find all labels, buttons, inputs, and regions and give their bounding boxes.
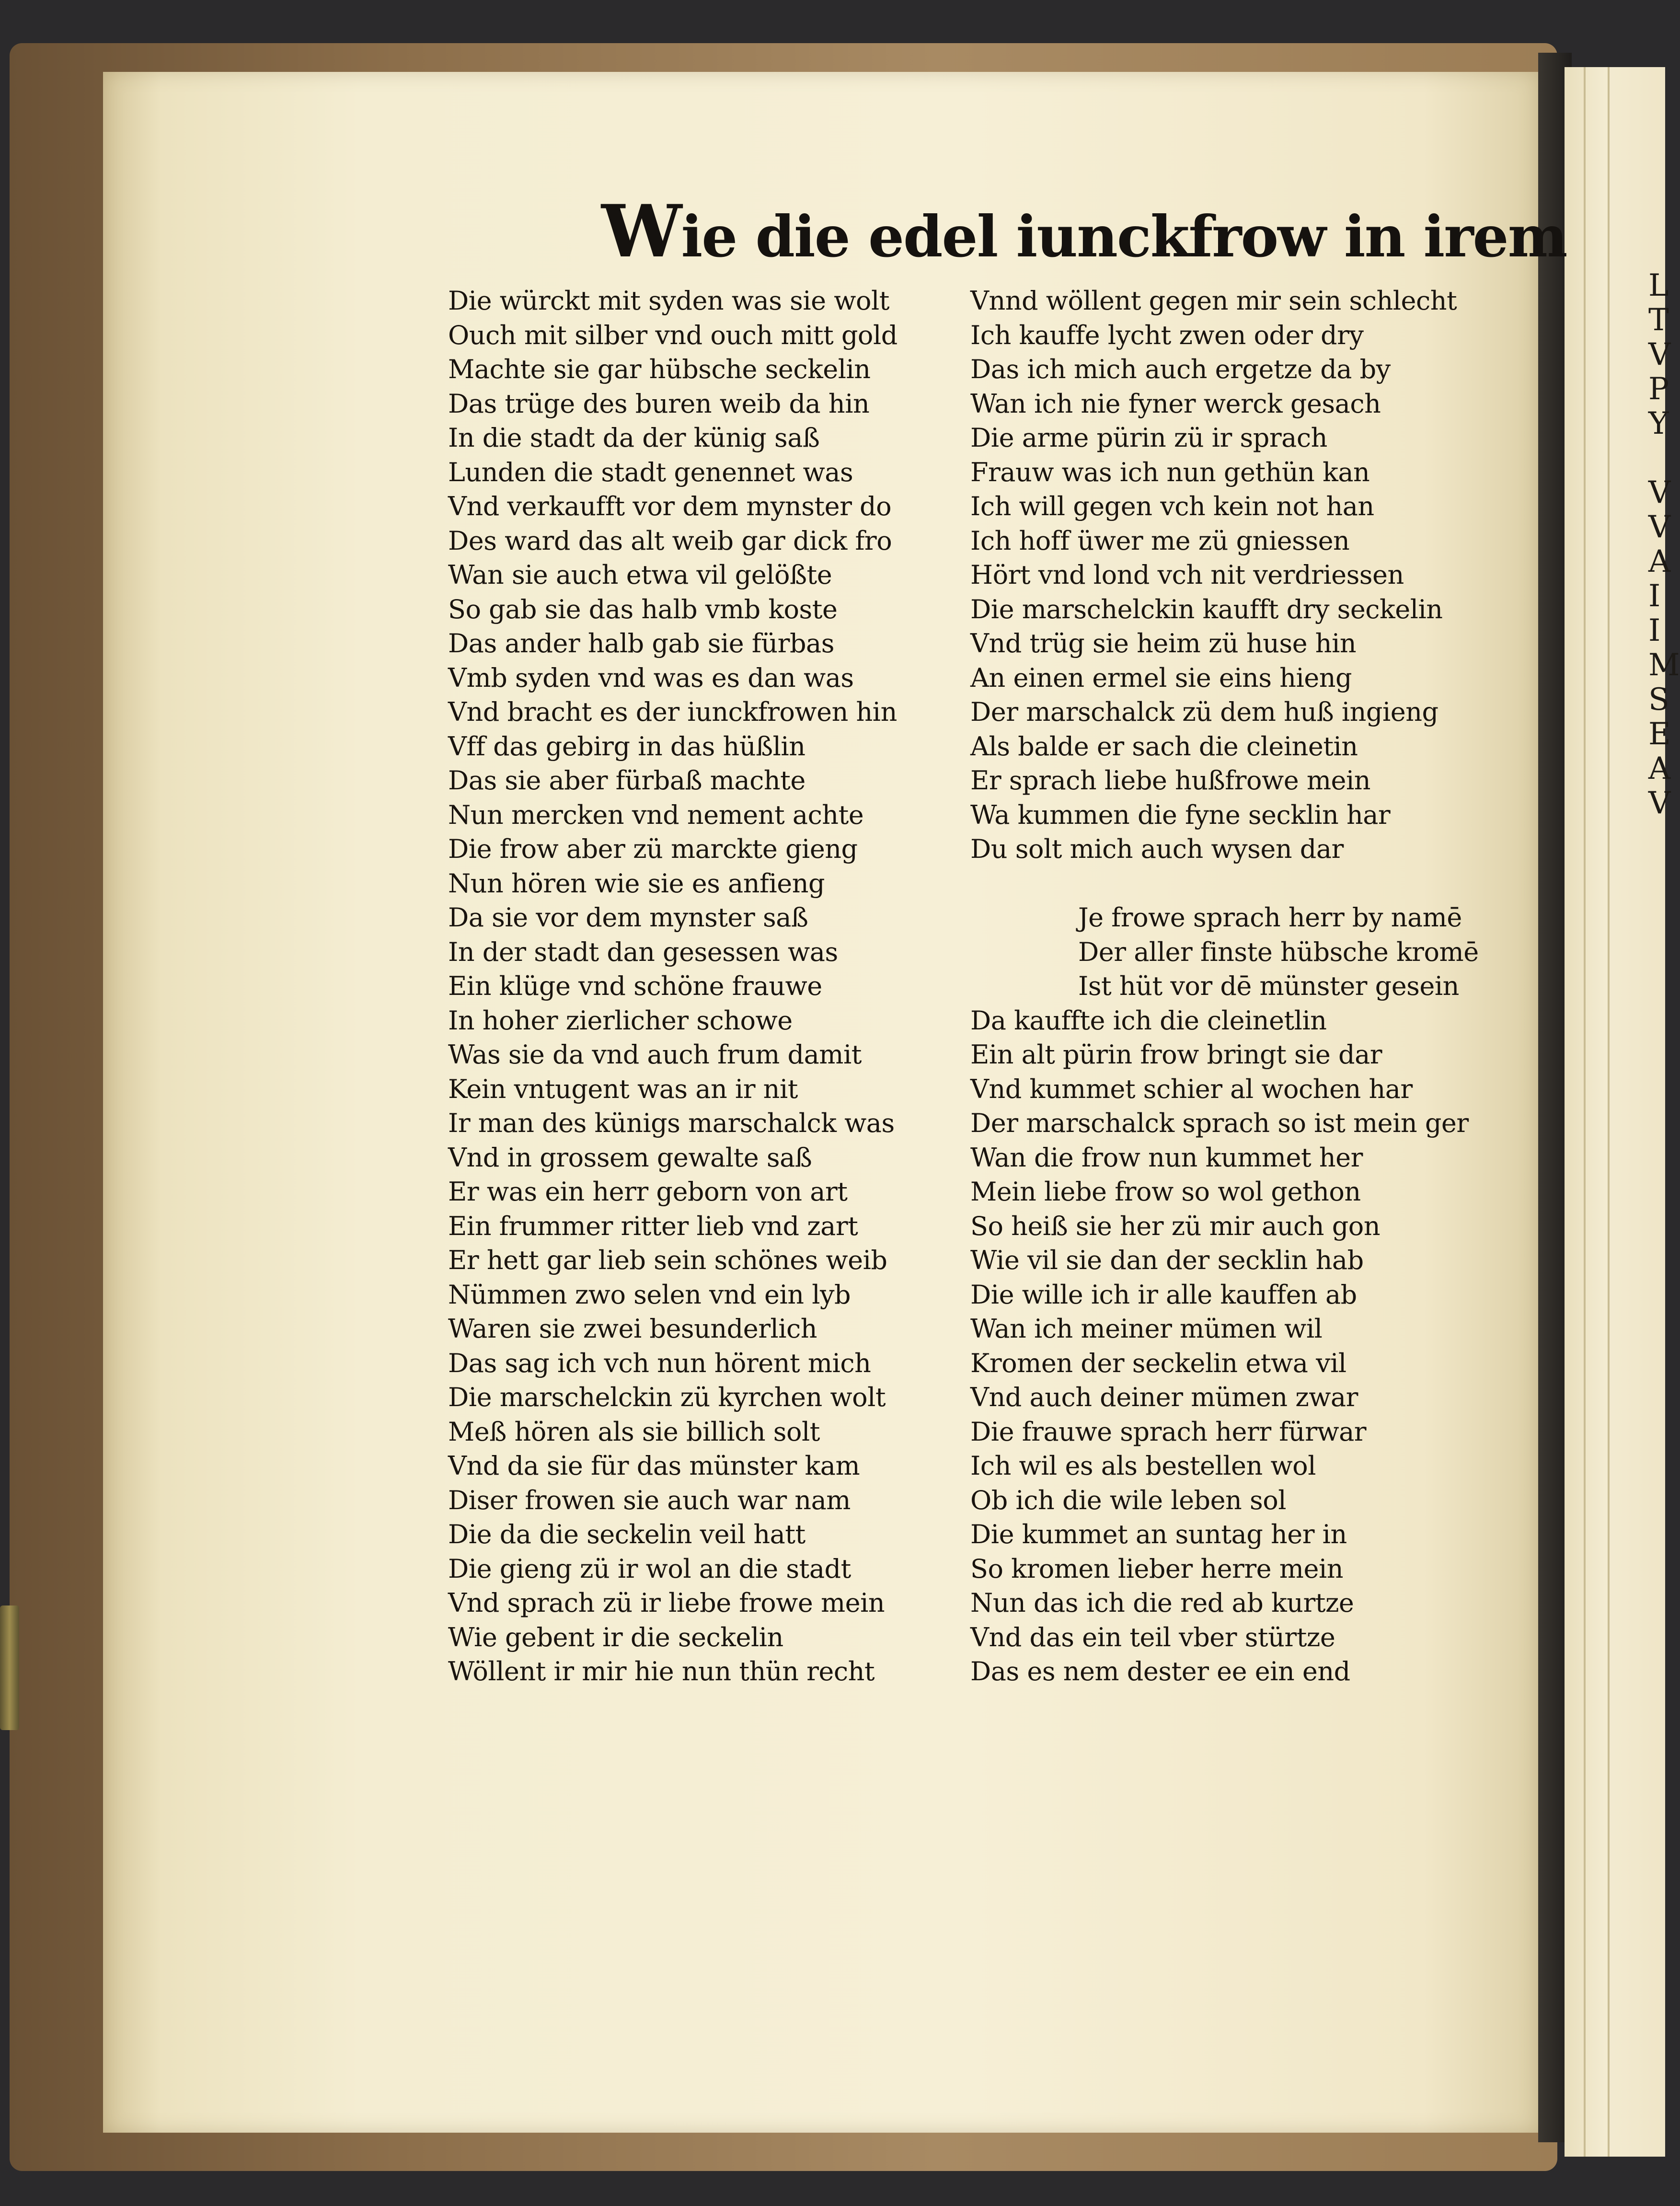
facing-page-glyph: V xyxy=(1648,475,1671,510)
facing-page-glyph: V xyxy=(1648,785,1671,821)
verse-line: Die marschelckin kaufft dry seckelin xyxy=(970,594,1443,624)
verse-line: Vnd verkaufft vor dem mynster do xyxy=(448,491,892,521)
verse-line: Nun das ich die red ab kurtze xyxy=(970,1588,1354,1618)
facing-page-glyph: P xyxy=(1648,371,1669,407)
facing-page-glyph: A xyxy=(1648,751,1671,786)
verse-line: Vnd da sie für das münster kam xyxy=(448,1451,860,1481)
facing-page-glyph: S xyxy=(1648,682,1669,717)
verse-line: Ob ich die wile leben sol xyxy=(970,1485,1286,1515)
facing-page-glyph: E xyxy=(1648,716,1671,752)
verse-line: Je frowe sprach herr by namē xyxy=(1078,902,1462,933)
verse-line: Vnd sprach zü ir liebe frowe mein xyxy=(448,1588,885,1618)
verse-line: Machte sie gar hübsche seckelin xyxy=(448,354,871,384)
verse-line: Vnd kummet schier al wochen har xyxy=(970,1074,1413,1104)
verse-line: Die frow aber zü marckte gieng xyxy=(448,834,858,864)
verse-line: Nümmen zwo selen vnd ein lyb xyxy=(448,1279,851,1310)
verse-line: Wan die frow nun kummet her xyxy=(970,1142,1363,1173)
verse-line: Meß hören als sie billich solt xyxy=(448,1416,820,1447)
verse-line: In der stadt dan gesessen was xyxy=(448,936,838,967)
verse-line: Ein klüge vnd schöne frauwe xyxy=(448,971,822,1001)
facing-page-glyph: T xyxy=(1648,302,1669,338)
verse-line: Ich hoff üwer me zü gniessen xyxy=(970,525,1350,556)
verse-line: Die da die seckelin veil hatt xyxy=(448,1519,805,1549)
facing-page-glyph: L xyxy=(1648,268,1669,303)
verse-line: Wöllent ir mir hie nun thün recht xyxy=(448,1656,875,1686)
verse-line: Vnd trüg sie heim zü huse hin xyxy=(970,628,1357,658)
verse-line: Vnd bracht es der iunckfrowen hin xyxy=(448,697,897,727)
verse-line: In die stadt da der künig saß xyxy=(448,423,820,453)
verse-line: Wan ich meiner mümen wil xyxy=(970,1314,1323,1344)
verse-line: Wan sie auch etwa vil gelößte xyxy=(448,560,832,590)
verse-line: So heiß sie her zü mir auch gon xyxy=(970,1211,1381,1241)
verse-line: Das ander halb gab sie fürbas xyxy=(448,628,834,658)
facing-page-glyph: I xyxy=(1648,613,1661,648)
verse-line: Du solt mich auch wysen dar xyxy=(970,834,1344,864)
verse-line: Die marschelckin zü kyrchen wolt xyxy=(448,1382,886,1412)
verse-line: Er sprach liebe hußfrowe mein xyxy=(970,765,1371,796)
verse-column-right xyxy=(970,284,1479,1689)
verse-line: Vnd das ein teil vber stürtze xyxy=(970,1622,1335,1652)
verse-line: Der marschalck zü dem huß ingieng xyxy=(970,697,1438,727)
verse-line: So gab sie das halb vmb koste xyxy=(448,594,838,624)
verse-line: Wa kummen die fyne secklin har xyxy=(970,799,1391,830)
verse-line: Nun hören wie sie es anfieng xyxy=(448,868,825,899)
verse-line: Vnd in grossem gewalte saß xyxy=(448,1142,812,1173)
verse-line: Diser frowen sie auch war nam xyxy=(448,1485,851,1515)
verse-line: Ein frummer ritter lieb vnd zart xyxy=(448,1211,858,1241)
verse-line: Ir man des künigs marschalck was xyxy=(448,1108,895,1138)
verse-line: Nun mercken vnd nement achte xyxy=(448,799,864,830)
verse-line: Des ward das alt weib gar dick fro xyxy=(448,525,892,556)
facing-page-glyph: I xyxy=(1648,578,1661,614)
verse-line: An einen ermel sie eins hieng xyxy=(970,662,1352,693)
verse-line: Die würckt mit syden was sie wolt xyxy=(448,286,889,316)
verse-line: Das trüge des buren weib da hin xyxy=(448,388,870,419)
verse-line: So kromen lieber herre mein xyxy=(970,1553,1344,1584)
verse-line: Ich wil es als bestellen wol xyxy=(970,1451,1316,1481)
verse-line: Hört vnd lond vch nit verdriessen xyxy=(970,560,1404,590)
verse-line: Vnnd wöllent gegen mir sein schlecht xyxy=(970,286,1457,316)
verse-line: In hoher zierlicher schowe xyxy=(448,1005,793,1036)
verse-line xyxy=(970,866,1464,901)
verse-line: Frauw was ich nun gethün kan xyxy=(970,457,1370,487)
verse-line: Wie vil sie dan der secklin hab xyxy=(970,1245,1364,1275)
verse-line: Was sie da vnd auch frum damit xyxy=(448,1039,862,1070)
verse-line: Ich kauffe lycht zwen oder dry xyxy=(970,320,1364,350)
verse-column-left xyxy=(448,284,918,1689)
facing-page-glyph: Y xyxy=(1648,406,1669,441)
verse-line: Waren sie zwei besunderlich xyxy=(448,1314,817,1344)
verse-line: Die kummet an suntag her in xyxy=(970,1519,1347,1549)
verse-line: Ein alt pürin frow bringt sie dar xyxy=(970,1039,1382,1070)
verse-line: Mein liebe frow so wol gethon xyxy=(970,1177,1361,1207)
facing-page-glyph: V xyxy=(1648,509,1671,545)
verse-line: Vmb syden vnd was es dan was xyxy=(448,662,854,693)
page-edge-line xyxy=(1584,67,1586,2157)
verse-line: Er was ein herr geborn von art xyxy=(448,1177,848,1207)
verse-line: Der aller finste hübsche kromē xyxy=(1078,936,1479,967)
verse-line: Kromen der seckelin etwa vil xyxy=(970,1348,1346,1378)
facing-page-glyph: M xyxy=(1648,647,1680,683)
verse-line: Die wille ich ir alle kauffen ab xyxy=(970,1279,1357,1310)
heading-initial: W xyxy=(601,189,681,274)
book-clasp xyxy=(0,1605,19,1730)
verse-line: Lunden die stadt genennet was xyxy=(448,457,853,487)
verse-line: Wie gebent ir die seckelin xyxy=(448,1622,783,1652)
verse-line: Der marschalck sprach so ist mein ger xyxy=(970,1108,1469,1138)
heading-text: ie die edel iunckfrow in irem xyxy=(681,203,1567,270)
verse-line: Vff das gebirg in das hüßlin xyxy=(448,731,805,762)
verse-line: Da sie vor dem mynster saß xyxy=(448,902,808,933)
page-edge-line xyxy=(1608,67,1610,2157)
verse-line: Das es nem dester ee ein end xyxy=(970,1656,1350,1686)
verse-line: Die arme pürin zü ir sprach xyxy=(970,423,1327,453)
verse-line: Ist hüt vor dē münster gesein xyxy=(1078,971,1459,1001)
verse-line: Ouch mit silber vnd ouch mitt gold xyxy=(448,320,898,350)
verse-line: Er hett gar lieb sein schönes weib xyxy=(448,1245,887,1275)
facing-page-glyph: V xyxy=(1648,337,1671,372)
verse-line: Da kauffte ich die cleinetlin xyxy=(970,1005,1327,1036)
verse-line: Wan ich nie fyner werck gesach xyxy=(970,388,1381,419)
verse-line: Ich will gegen vch kein not han xyxy=(970,491,1374,521)
page-heading xyxy=(601,189,1567,274)
verse-line: Kein vntugent was an ir nit xyxy=(448,1074,798,1104)
verse-line: Als balde er sach die cleinetin xyxy=(970,731,1358,762)
verse-line: Vnd auch deiner mümen zwar xyxy=(970,1382,1358,1412)
facing-page-text-fragment xyxy=(1648,268,1680,821)
verse-line: Das sag ich vch nun hörent mich xyxy=(448,1348,871,1378)
facing-page-glyph xyxy=(1648,441,1665,475)
verse-line: Das sie aber fürbaß machte xyxy=(448,765,805,796)
verse-line: Das ich mich auch ergetze da by xyxy=(970,354,1391,384)
facing-page-glyph: A xyxy=(1648,544,1671,579)
verse-line: Die frauwe sprach herr fürwar xyxy=(970,1416,1367,1447)
verse-line: Die gieng zü ir wol an die stadt xyxy=(448,1553,851,1584)
